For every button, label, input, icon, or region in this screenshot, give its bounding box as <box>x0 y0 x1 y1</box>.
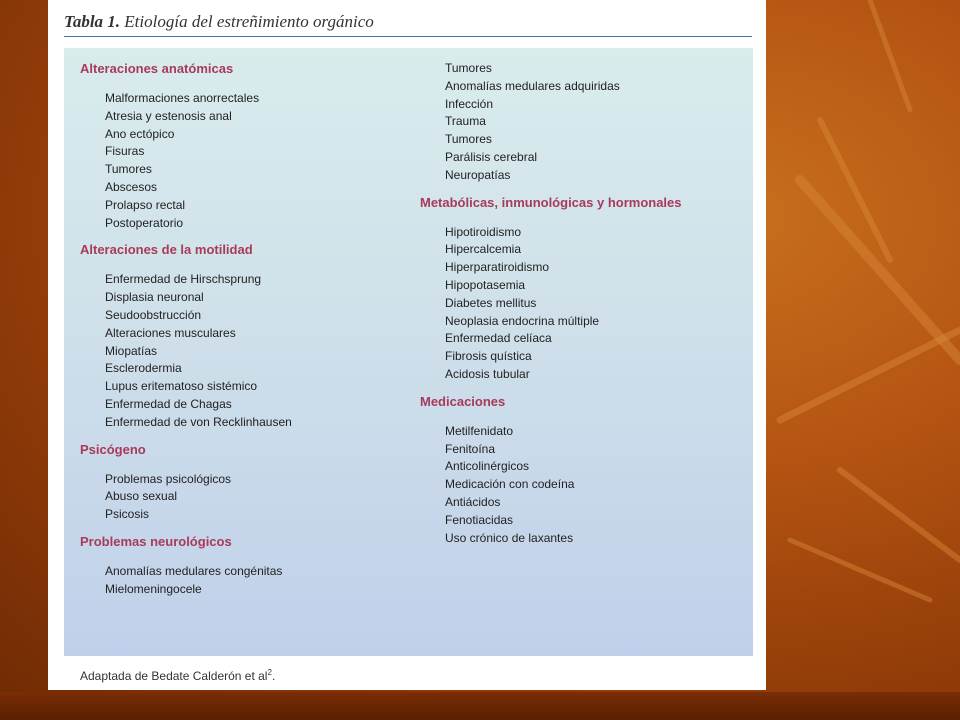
right-column <box>420 60 740 556</box>
list-item: Parálisis cerebral <box>445 149 538 164</box>
list-item: Fenotiacidas <box>445 512 514 527</box>
footnote-end: . <box>271 669 276 683</box>
list-item: Uso crónico de laxantes <box>445 530 574 545</box>
list-item: Tumores <box>445 132 492 147</box>
table-title-bar <box>64 10 752 37</box>
list-item: Anomalías medulares adquiridas <box>445 78 620 93</box>
background-branch-decoration <box>760 0 960 720</box>
left-column <box>80 60 410 608</box>
list-item: Anomalías medulares congénitas <box>105 563 283 578</box>
list-item: Infección <box>445 96 494 111</box>
list-item: Enfermedad de Hirschsprung <box>105 272 262 287</box>
section-heading: Problemas neurológicos <box>80 533 232 549</box>
section-heading: Metabólicas, inmunológicas y hormonales <box>420 194 682 210</box>
section-list <box>80 271 410 431</box>
list-item: Trauma <box>445 114 486 129</box>
list-item: Alteraciones musculares <box>105 325 236 340</box>
section-list <box>420 224 740 384</box>
list-item: Metilfenidato <box>445 423 514 438</box>
table-title-label: Tabla 1. <box>64 12 121 31</box>
list-item: Enfermedad de von Recklinhausen <box>105 414 292 429</box>
continued-list <box>420 60 740 185</box>
footnote-reference: 2 <box>267 668 272 677</box>
list-item: Antiácidos <box>445 494 501 509</box>
list-item: Abuso sexual <box>105 489 178 504</box>
list-item: Medicación con codeína <box>445 477 575 492</box>
list-item: Fenitoína <box>445 441 496 456</box>
list-item: Hipercalcemia <box>445 242 522 257</box>
list-item: Fisuras <box>105 144 145 159</box>
list-item: Seudoobstrucción <box>105 307 202 322</box>
list-item: Neoplasia endocrina múltiple <box>445 313 600 328</box>
list-item: Mielomeningocele <box>105 581 202 596</box>
section-list <box>420 423 740 548</box>
list-item: Esclerodermia <box>105 361 182 376</box>
section-list <box>80 471 410 524</box>
list-item: Psicosis <box>105 507 150 522</box>
footnote-text: Adaptada de Bedate Calderón et al <box>80 669 268 683</box>
list-item: Hipotiroidismo <box>445 224 522 239</box>
table-panel <box>64 48 753 656</box>
list-item: Postoperatorio <box>105 215 184 230</box>
list-item: Malformaciones anorrectales <box>105 91 260 105</box>
list-item: Tumores <box>445 61 492 75</box>
list-item: Enfermedad celíaca <box>445 331 552 346</box>
list-item: Hipopotasemia <box>445 277 526 292</box>
section-list <box>80 90 410 232</box>
list-item: Lupus eritematoso sistémico <box>105 379 258 394</box>
list-item: Anticolinérgicos <box>445 459 530 474</box>
section-heading: Alteraciones de la motilidad <box>80 242 253 258</box>
slide-content <box>48 0 766 690</box>
list-item: Neuropatías <box>445 167 511 182</box>
table-title-text: Etiología del estreñimiento orgánico <box>124 12 374 31</box>
bottom-bar <box>0 692 960 720</box>
list-item: Displasia neuronal <box>105 290 204 305</box>
list-item: Enfermedad de Chagas <box>105 396 232 411</box>
list-item: Abscesos <box>105 179 158 194</box>
list-item: Tumores <box>105 162 152 177</box>
list-item: Acidosis tubular <box>445 366 530 381</box>
list-item: Hiperparatiroidismo <box>445 260 550 275</box>
section-heading: Psicógeno <box>80 441 146 457</box>
list-item: Atresia y estenosis anal <box>105 108 232 123</box>
section-list <box>80 563 410 599</box>
table-title <box>64 12 374 32</box>
source-footnote <box>80 668 275 683</box>
list-item: Fibrosis quística <box>445 349 532 364</box>
list-item: Problemas psicológicos <box>105 471 232 486</box>
list-item: Prolapso rectal <box>105 197 186 212</box>
section-heading: Alteraciones anatómicas <box>80 61 234 76</box>
list-item: Ano ectópico <box>105 126 175 141</box>
list-item: Diabetes mellitus <box>445 295 537 310</box>
list-item: Miopatías <box>105 343 158 358</box>
section-heading: Medicaciones <box>420 393 506 409</box>
